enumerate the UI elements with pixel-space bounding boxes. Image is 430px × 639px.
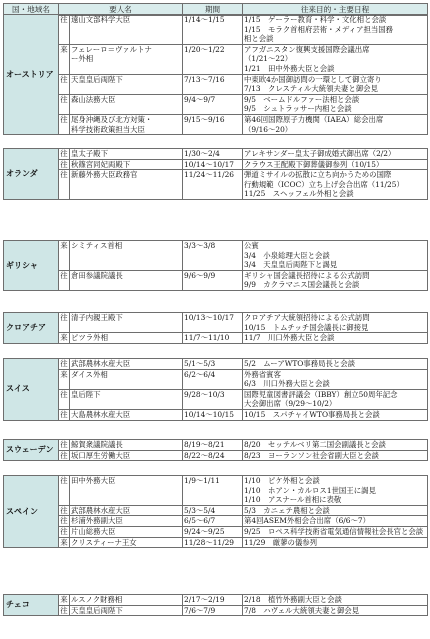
country-table bbox=[3, 358, 428, 421]
vip-name-cell bbox=[70, 505, 183, 516]
vip-name-line: ー外相 bbox=[71, 54, 94, 64]
period-line: 10/14～10/15 bbox=[184, 409, 234, 419]
vip-name-line: 森山法務大臣 bbox=[71, 94, 116, 104]
country-name: スウェーデン bbox=[4, 440, 59, 461]
direction-cell: 往 bbox=[59, 94, 70, 114]
purpose-line: 1/10 アスナール首相に表敬 bbox=[244, 495, 342, 505]
period-line: 6/5～6/7 bbox=[184, 516, 216, 526]
period-cell bbox=[183, 409, 243, 420]
country-table bbox=[3, 475, 428, 548]
vip-name-line: 武部農林水産大臣 bbox=[71, 359, 131, 368]
purpose-line: 公賓 bbox=[244, 241, 259, 250]
direction-cell: 来 bbox=[59, 369, 70, 389]
direction-cell: 往 bbox=[59, 170, 70, 200]
period-line: 10/13～10/17 bbox=[184, 313, 234, 322]
table-row bbox=[4, 313, 428, 333]
vip-name-line: 天皇皇后両陛下 bbox=[71, 605, 123, 615]
purpose-line: 1/15 ゲーラー教育・科学・文化相と会談 bbox=[244, 15, 387, 24]
purpose-line: クロアチア大統領招待による公式訪問 bbox=[244, 313, 370, 322]
vip-name-line: 武部農林水産大臣 bbox=[71, 505, 131, 515]
purpose-line: アフガニスタン復興支援国際会議出席 bbox=[244, 44, 370, 54]
purpose-line: 1/15 モラク首相府芸術・メディア担当国務 bbox=[244, 24, 394, 34]
table-row bbox=[4, 440, 428, 451]
purpose-cell bbox=[243, 505, 428, 516]
vip-name-cell bbox=[70, 440, 183, 451]
table-row bbox=[4, 595, 428, 606]
purpose-line: 5/2 ムーアWTO事務局長と会談 bbox=[244, 359, 356, 368]
purpose-cell bbox=[243, 159, 428, 170]
direction-cell: 往 bbox=[60, 450, 68, 460]
purpose-line: 5/3 カニェテ農相と会談 bbox=[244, 505, 330, 515]
vip-name-cell bbox=[70, 369, 183, 389]
period-line: 11/28～11/29 bbox=[184, 537, 234, 547]
purpose-line: ギリシャ国会議長招待による公式訪問 bbox=[244, 270, 370, 280]
vip-name-line: シミティス首相 bbox=[71, 241, 123, 250]
table-row bbox=[4, 450, 428, 461]
direction-cell: 往 bbox=[60, 505, 68, 515]
vip-name-line: 科学技術政策担当大臣 bbox=[71, 124, 145, 134]
vip-name-cell bbox=[70, 605, 183, 616]
vip-name-cell bbox=[70, 94, 183, 114]
purpose-line: 9/5 シュトラッサー内相と会談 bbox=[244, 104, 352, 114]
period-line: 1/14～1/15 bbox=[184, 15, 225, 24]
direction-cell: 往 bbox=[60, 605, 68, 615]
purpose-line: 6/3 川口外務大臣と会談 bbox=[244, 379, 330, 389]
period-line: 11/24～11/26 bbox=[184, 170, 234, 180]
purpose-cell bbox=[243, 440, 428, 451]
table-row bbox=[4, 505, 428, 516]
vip-name-cell bbox=[70, 595, 183, 606]
purpose-line: 行動規範（ICOC）立ち上げ会合出席（11/25） bbox=[244, 179, 404, 189]
direction-cell: 来 bbox=[59, 241, 70, 271]
period-cell bbox=[183, 74, 243, 94]
table-row bbox=[4, 270, 428, 290]
period-line: 9/28～10/3 bbox=[184, 389, 225, 399]
purpose-line: 第4回ASEM外相会合出席（6/6～7） bbox=[244, 516, 370, 526]
vip-name-line: 新藤外務大臣政務官 bbox=[71, 170, 138, 180]
period-cell bbox=[183, 389, 243, 409]
table-row bbox=[4, 369, 428, 389]
vip-name-line: フェレーロ＝ヴァルトナ bbox=[71, 44, 152, 54]
purpose-cell bbox=[243, 170, 428, 200]
period-cell bbox=[183, 440, 243, 451]
direction-cell: 往 bbox=[60, 409, 68, 419]
vip-name-cell bbox=[70, 44, 183, 74]
vip-name-line: 鯨賀衆議院議長 bbox=[71, 440, 123, 449]
vip-name-line: 清子内親王殿下 bbox=[71, 313, 123, 322]
period-cell bbox=[183, 476, 243, 506]
purpose-cell bbox=[243, 44, 428, 74]
direction-cell: 来 bbox=[59, 44, 70, 74]
period-cell bbox=[183, 526, 243, 537]
purpose-line: （9/16～20） bbox=[244, 124, 293, 134]
purpose-line: 11/29 厳蓼の儀参列 bbox=[244, 537, 318, 547]
period-line: 7/13～7/16 bbox=[184, 74, 225, 84]
purpose-line: 相と会談 bbox=[244, 34, 274, 44]
purpose-cell bbox=[243, 15, 428, 45]
purpose-cell bbox=[243, 516, 428, 527]
direction-cell: 往 bbox=[59, 74, 70, 94]
purpose-line: 大会御出席（9/29～10/2） bbox=[244, 399, 337, 409]
purpose-line: 8/23 ヨーランソン社会省副大臣と会談 bbox=[244, 450, 379, 460]
purpose-line: 弾道ミサイルの拡散に立ち向かうための国際 bbox=[244, 170, 392, 180]
purpose-cell bbox=[243, 241, 428, 271]
period-line: 2/17～2/19 bbox=[184, 595, 225, 604]
direction-cell: 往 bbox=[60, 516, 68, 526]
header-period: 期間 bbox=[183, 4, 243, 16]
purpose-line: 2/18 植竹外務副大臣と会談 bbox=[244, 595, 342, 604]
country-table bbox=[3, 312, 428, 344]
vip-name-cell bbox=[70, 409, 183, 420]
period-cell bbox=[183, 516, 243, 527]
period-line: 8/22～8/24 bbox=[184, 450, 225, 460]
purpose-line: クラウス王配殿下御葬儀御参列（10/15） bbox=[244, 159, 384, 169]
purpose-line: 1/10 ホアン・カルロス1世国王に謁見 bbox=[244, 485, 376, 495]
purpose-line: 3/4 天皇皇后両陛下と謁見 bbox=[244, 260, 338, 270]
purpose-line: （1/21～22） bbox=[244, 54, 293, 64]
direction-cell: 往 bbox=[59, 389, 70, 409]
direction-cell: 往 bbox=[60, 440, 68, 449]
country-table bbox=[3, 240, 428, 291]
period-line: 11/7～11/10 bbox=[184, 333, 230, 343]
purpose-cell bbox=[243, 450, 428, 461]
period-line: 9/15～9/16 bbox=[184, 114, 225, 124]
period-cell bbox=[183, 595, 243, 606]
period-cell bbox=[183, 450, 243, 461]
country-name: クロアチア bbox=[4, 313, 59, 344]
period-line: 1/9～1/11 bbox=[184, 476, 220, 485]
purpose-line: 9/5 ベームドルファー法相と会談 bbox=[244, 94, 360, 104]
table-row bbox=[4, 537, 428, 548]
purpose-line: 10/15 スパチャイWTO事務局長と会談 bbox=[244, 409, 380, 419]
vip-name-cell bbox=[70, 359, 183, 370]
purpose-cell bbox=[243, 333, 428, 344]
direction-cell: 往 bbox=[60, 159, 68, 169]
vip-name-cell bbox=[70, 170, 183, 200]
vip-name-line: 坂口厚生労働大臣 bbox=[71, 450, 131, 460]
direction-cell: 往 bbox=[59, 313, 70, 333]
purpose-line: 9/9 カクラマニス国会議長と会談 bbox=[244, 280, 360, 290]
table-row bbox=[4, 409, 428, 420]
period-cell bbox=[183, 114, 243, 134]
table-row bbox=[4, 389, 428, 409]
period-cell bbox=[183, 369, 243, 389]
purpose-cell bbox=[243, 270, 428, 290]
table-row bbox=[4, 74, 428, 94]
period-cell bbox=[183, 170, 243, 200]
purpose-cell bbox=[243, 526, 428, 537]
vip-name-cell bbox=[70, 114, 183, 134]
vip-name-cell bbox=[70, 476, 183, 506]
period-line: 9/24～9/25 bbox=[184, 526, 225, 536]
vip-name-line: 秋篠宮同妃両殿下 bbox=[71, 159, 131, 169]
period-cell bbox=[183, 159, 243, 170]
vip-name-cell bbox=[70, 270, 183, 290]
vip-name-line: 大島農林水産大臣 bbox=[71, 409, 131, 419]
period-line: 9/4～9/7 bbox=[184, 94, 216, 104]
vip-name-line: 皇太子殿下 bbox=[71, 149, 108, 158]
purpose-cell bbox=[243, 595, 428, 606]
vip-name-line: ピツラ外相 bbox=[71, 333, 108, 343]
period-line: 9/6～9/9 bbox=[184, 270, 216, 280]
purpose-cell bbox=[243, 114, 428, 134]
period-line: 5/3～5/4 bbox=[184, 505, 216, 515]
vip-name-cell bbox=[70, 241, 183, 271]
period-line: 7/6～7/9 bbox=[184, 605, 216, 615]
purpose-cell bbox=[243, 149, 428, 160]
direction-cell: 往 bbox=[60, 359, 68, 368]
vip-name-line: ダイス外相 bbox=[71, 369, 108, 379]
vip-name-line: 倉田参議院議長 bbox=[71, 270, 123, 280]
purpose-cell bbox=[243, 476, 428, 506]
period-cell bbox=[183, 241, 243, 271]
vip-name-cell bbox=[70, 537, 183, 548]
vip-name-line: 天皇皇后両陛下 bbox=[71, 74, 123, 84]
purpose-cell bbox=[243, 537, 428, 548]
direction-cell: 来 bbox=[60, 537, 68, 547]
purpose-line: 7/13 クレスティル大統領夫妻と御会見 bbox=[244, 84, 378, 94]
vip-name-cell bbox=[70, 313, 183, 333]
purpose-line: 8/20 セッテルベリ第二国会副議長と会談 bbox=[244, 440, 386, 449]
vip-name-cell bbox=[70, 159, 183, 170]
vip-name-line: 田中外務大臣 bbox=[71, 476, 116, 485]
vip-name-line: 尾身沖縄及び北方対策・ bbox=[71, 114, 153, 124]
period-line: 8/19～8/21 bbox=[184, 440, 225, 449]
header-purpose: 往来目的・主要日程 bbox=[243, 4, 428, 16]
purpose-line: 9/25 ロペス科学技術省電気通信情報社会長官と会談 bbox=[244, 526, 424, 536]
table-row bbox=[4, 114, 428, 134]
vip-name-line: クリスティーナ王女 bbox=[71, 537, 137, 547]
vip-name-line: ルスノク財務相 bbox=[71, 595, 123, 604]
table-row bbox=[4, 149, 428, 160]
period-cell bbox=[183, 149, 243, 160]
direction-cell: 往 bbox=[60, 149, 68, 158]
purpose-line: 11/25 スヘッフェル外相と会談 bbox=[244, 189, 354, 199]
purpose-cell bbox=[243, 389, 428, 409]
purpose-line: 国際児童図書評議会（IBBY）創立50周年記念 bbox=[244, 389, 398, 399]
purpose-cell bbox=[243, 74, 428, 94]
country-table bbox=[3, 439, 428, 461]
table-row bbox=[4, 44, 428, 74]
period-cell bbox=[183, 270, 243, 290]
purpose-line: 外務省賓客 bbox=[244, 369, 281, 379]
table-row bbox=[4, 605, 428, 616]
vip-name-cell bbox=[70, 15, 183, 45]
purpose-line: 1/10 ピケ外相と会談 bbox=[244, 476, 320, 485]
period-cell bbox=[183, 605, 243, 616]
vip-name-cell bbox=[70, 389, 183, 409]
period-line: 10/14～10/17 bbox=[184, 159, 234, 169]
period-line: 3/3～3/8 bbox=[184, 241, 216, 250]
country-name: オランダ bbox=[4, 149, 59, 200]
period-line: 1/30～2/4 bbox=[184, 149, 220, 158]
direction-cell: 来 bbox=[60, 333, 68, 343]
purpose-line: アレキサンダー皇太子御成婚式御出席（2/2） bbox=[244, 149, 396, 158]
vip-name-cell bbox=[70, 516, 183, 527]
direction-cell: 来 bbox=[60, 595, 68, 604]
period-cell bbox=[183, 505, 243, 516]
period-line: 1/20～1/22 bbox=[184, 44, 225, 54]
purpose-cell bbox=[243, 313, 428, 333]
purpose-line: 中東欧4か国御訪問の一環として御立寄り bbox=[244, 74, 382, 84]
country-table bbox=[3, 14, 428, 135]
table-row bbox=[4, 516, 428, 527]
table-row bbox=[4, 170, 428, 200]
table-row bbox=[4, 94, 428, 114]
purpose-cell bbox=[243, 605, 428, 616]
period-cell bbox=[183, 15, 243, 45]
purpose-cell bbox=[243, 409, 428, 420]
country-name: チェコ bbox=[4, 595, 59, 616]
table-row bbox=[4, 526, 428, 537]
purpose-line: 1/21 田中外務大臣と会談 bbox=[244, 63, 335, 73]
direction-cell: 往 bbox=[59, 476, 70, 506]
vip-name-line: 遠山文部科学大臣 bbox=[71, 15, 131, 24]
vip-name-cell bbox=[70, 450, 183, 461]
purpose-cell bbox=[243, 369, 428, 389]
purpose-line: 第46回国際原子力機関（IAEA）総会出席 bbox=[244, 114, 384, 124]
table-row bbox=[4, 359, 428, 370]
period-cell bbox=[183, 359, 243, 370]
vip-name-cell bbox=[70, 149, 183, 160]
direction-cell: 往 bbox=[59, 114, 70, 134]
table-row bbox=[4, 159, 428, 170]
country-table bbox=[3, 594, 428, 616]
table-row bbox=[4, 241, 428, 271]
vip-name-cell bbox=[70, 526, 183, 537]
country-name: オーストリア bbox=[4, 15, 59, 135]
vip-name-line: 片山総務大臣 bbox=[71, 526, 116, 536]
table-row bbox=[4, 15, 428, 45]
period-cell bbox=[183, 333, 243, 344]
vip-name-cell bbox=[70, 333, 183, 344]
direction-cell: 往 bbox=[59, 270, 70, 290]
direction-cell: 往 bbox=[60, 526, 68, 536]
purpose-line: 3/4 小泉総理大臣と会談 bbox=[244, 250, 330, 260]
vip-name-cell bbox=[70, 74, 183, 94]
purpose-line: 7/8 ハヴェル大統領夫妻と御会見 bbox=[244, 605, 360, 615]
country-name: ギリシャ bbox=[4, 241, 59, 291]
vip-name-line: 杉浦外務副大臣 bbox=[71, 516, 123, 526]
country-name: スイス bbox=[4, 359, 59, 421]
country-table bbox=[3, 148, 428, 200]
table-row bbox=[4, 476, 428, 506]
header-vip: 要人名 bbox=[59, 4, 183, 16]
purpose-cell bbox=[243, 359, 428, 370]
vip-name-line: 皇后陛下 bbox=[71, 389, 101, 399]
header-country: 国・地域名 bbox=[4, 4, 59, 16]
period-line: 6/2～6/4 bbox=[184, 369, 216, 379]
period-cell bbox=[183, 537, 243, 548]
table-row bbox=[4, 333, 428, 344]
period-cell bbox=[183, 313, 243, 333]
country-name: スペイン bbox=[4, 476, 59, 548]
period-cell bbox=[183, 94, 243, 114]
period-cell bbox=[183, 44, 243, 74]
direction-cell: 往 bbox=[59, 15, 70, 45]
purpose-line: 10/15 トムチッチ国会議長に御接見 bbox=[244, 322, 369, 332]
purpose-cell bbox=[243, 94, 428, 114]
period-line: 5/1～5/3 bbox=[184, 359, 216, 368]
purpose-line: 11/7 川口外務大臣と会談 bbox=[244, 333, 335, 343]
